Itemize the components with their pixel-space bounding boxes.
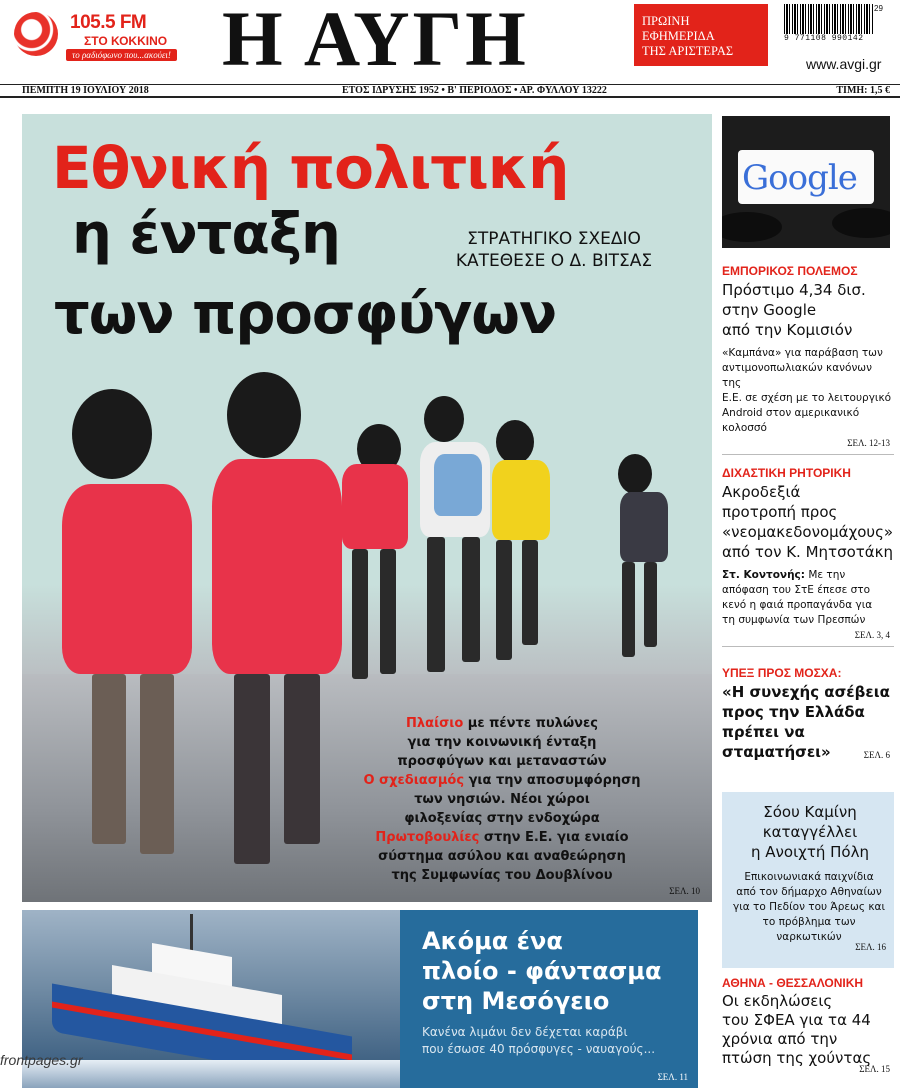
blue-backpack-icon (434, 454, 482, 516)
ship-headline (422, 926, 661, 1016)
radio-name: ΣΤΟ ΚΟΚΚΙΝΟ (84, 34, 168, 48)
story-page-ref: ΣΕΛ. 3, 4 (854, 630, 890, 640)
radio-ad[interactable] (14, 6, 210, 62)
lead-bullets (347, 714, 657, 885)
headline-line: «Η συνεχής ασέβεια (722, 683, 890, 701)
lead-kicker-line-1: ΣΤΡΑΤΗΓΙΚΟ ΣΧΕΔΙΟ (467, 229, 641, 249)
headline-line: προτροπή προς (722, 503, 838, 521)
barcode-number: 9 771108 990142 (784, 34, 864, 43)
bullet-text: στην Ε.Ε. για ενιαίο (479, 830, 629, 845)
story-page-ref: ΣΕΛ. 15 (859, 1064, 890, 1074)
headline-line: καταγγέλλει (762, 823, 858, 841)
ship-summary (422, 1024, 690, 1058)
body-line: ναρκωτικών (776, 931, 842, 943)
story-page-ref: ΣΕΛ. 6 (863, 750, 890, 760)
tagline-line-3: ΤΗΣ ΑΡΙΣΤΕΡΑΣ (642, 44, 734, 58)
body-line: «Καμπάνα» για παράβαση των (722, 347, 883, 359)
body-line: από τον δήμαρχο Αθηναίων (736, 886, 882, 898)
story-body (722, 568, 894, 628)
headline-line: πτώση της χούντας (722, 1049, 872, 1067)
tagline-line-1: ΠΡΩΙΝΗ (642, 14, 690, 28)
story-sfea[interactable] (722, 976, 894, 1074)
divider (722, 646, 894, 647)
bullet-text: σύστημα ασύλου και αναθεώρηση (378, 849, 626, 864)
body-line: για το Πεδίον του Άρεως και (732, 901, 885, 913)
bullet-highlight: Πλαίσιο (406, 716, 464, 731)
story-kicker: ΑΘΗΝΑ - ΘΕΣΣΑΛΟΝΙΚΗ (722, 976, 864, 990)
story-headline (722, 280, 894, 340)
ship-page-ref: ΣΕΛ. 11 (657, 1072, 688, 1082)
child-leg (622, 562, 635, 657)
issue-price: ΤΙΜΗ: 1,5 € (836, 85, 890, 96)
google-logo-text: Google (742, 158, 857, 198)
body-line: αντιμονοπωλιακών κανόνων της (722, 362, 872, 389)
google-screen (738, 150, 874, 204)
body-line: Επικοινωνιακά παιχνίδια (744, 871, 874, 883)
radio-frequency: 105.5 FM (70, 12, 147, 33)
barcode-issue: 29 (874, 4, 883, 13)
headline-line: προς την Ελλάδα (722, 703, 865, 721)
headline-line: χρόνια από την (722, 1030, 838, 1048)
red-backpack-icon (212, 459, 342, 674)
body-line: Ε.Ε. σε σχέση με το λειτουργικό (722, 392, 892, 404)
story-body (722, 346, 894, 436)
lead-bullet (347, 771, 657, 828)
yellow-backpack-icon (492, 460, 550, 540)
headline-line: Οι εκδηλώσεις (722, 992, 833, 1010)
bullet-text: προσφύγων και μεταναστών (397, 754, 607, 769)
lead-kicker (424, 228, 684, 272)
headline-line: από την Κομισιόν (722, 321, 853, 339)
headline-line: σταματήσει» (722, 743, 831, 761)
tagline (634, 4, 768, 66)
lead-headline-line-2: η ένταξη (72, 202, 340, 267)
bullet-highlight: Πρωτοβουλίες (375, 830, 480, 845)
child-head (424, 396, 464, 442)
bullet-text: των νησιών. Νέοι χώροι (414, 792, 590, 807)
story-kicker: ΔΙΧΑΣΤΙΚΗ ΡΗΤΟΡΙΚΗ (722, 466, 851, 480)
ship-summary-line: Κανένα λιμάνι δεν δέχεται καράβι (422, 1025, 628, 1039)
bullet-text: για την κοινωνική ένταξη (407, 735, 597, 750)
body-line: το πρόβλημα των (762, 916, 856, 928)
child-leg (234, 674, 270, 864)
lead-kicker-line-2: ΚΑΤΕΘΕΣΕ Ο Δ. ΒΙΤΣΑΣ (455, 251, 653, 271)
radio-bulb-icon (14, 12, 58, 56)
headline-line: Ακροδεξιά (722, 483, 801, 501)
headline-line: η Ανοιχτή Πόλη (751, 843, 869, 861)
pink-backpack-icon (62, 484, 192, 674)
body-lead: Στ. Κοντονής: (722, 569, 805, 581)
headline-line: Σόου Καμίνη (763, 803, 857, 821)
bullet-text: φιλοξενίας στην ενδοχώρα (404, 811, 600, 826)
hand-silhouette (722, 212, 782, 242)
hand-silhouette (832, 208, 890, 238)
bullet-text: της Συμφωνίας του Δουβλίνου (391, 868, 613, 883)
child-leg (522, 540, 538, 645)
website-link[interactable]: www.avgi.gr (806, 56, 882, 72)
lead-bullet (347, 828, 657, 885)
ship-headline-line: στη Μεσόγειο (422, 987, 610, 1015)
story-page-ref: ΣΕΛ. 12-13 (847, 438, 890, 448)
story-headline (722, 992, 894, 1068)
child-leg (380, 549, 396, 674)
bullet-text: για την αποσυμφόρηση (464, 773, 641, 788)
issue-date: ΠΕΜΠΤΗ 19 ΙΟΥΛΙΟΥ 2018 (22, 85, 149, 96)
tagline-line-2: ΕΦΗΜΕΡΙΔΑ (642, 29, 715, 43)
child-head (496, 420, 534, 464)
ship-headline-line: πλοίο - φάντασμα (422, 957, 662, 985)
divider (722, 454, 894, 455)
body-line: Android στον αμερικανικό (722, 407, 860, 419)
story-google-fine[interactable] (722, 264, 894, 455)
child-leg (644, 562, 657, 647)
body-line: απόφαση του ΣτΕ έπεσε στο (722, 584, 870, 596)
body-line: κενό η φαιά προπαγάνδα για (722, 599, 873, 611)
body-line: κολοσσό (722, 422, 767, 434)
headline-line: από τον Κ. Μητσοτάκη (722, 543, 894, 561)
child-leg (352, 549, 368, 679)
small-backpack-icon (342, 464, 408, 549)
barcode-bars-icon (784, 4, 874, 34)
lead-page-ref: ΣΕΛ. 10 (669, 886, 700, 896)
dateline-bar (0, 84, 900, 98)
child-leg (427, 537, 445, 672)
child-head (618, 454, 652, 494)
lead-headline-line-3: των προσφύγων (54, 282, 557, 347)
lead-story[interactable] (22, 114, 712, 902)
lead-bullet (347, 714, 657, 771)
child-leg (496, 540, 512, 660)
story-kicker: ΥΠΕΞ ΠΡΟΣ ΜΟΣΧΑ: (722, 666, 842, 680)
child-leg (140, 674, 174, 854)
newspaper-title: Η ΑΥΓΗ (222, 0, 529, 82)
ship-story[interactable] (400, 910, 698, 1088)
masthead (0, 0, 900, 82)
google-photo[interactable] (722, 116, 890, 248)
story-headline (730, 802, 890, 862)
ship-mast (190, 914, 193, 954)
ship-summary-line: που έσωσε 40 πρόσφυγες - ναυαγούς... (422, 1042, 656, 1056)
story-headline (722, 482, 894, 562)
body-line: Με την (805, 569, 846, 581)
headline-line: «νεομακεδονομάχους» (722, 523, 894, 541)
headline-line: στην Google (722, 301, 817, 319)
headline-line: Πρόστιμο 4,34 δισ. (722, 281, 866, 299)
story-kicker: ΕΜΠΟΡΙΚΟΣ ΠΟΛΕΜΟΣ (722, 264, 858, 278)
watermark: frontpages.gr (0, 1052, 83, 1068)
story-moscow[interactable] (722, 666, 894, 760)
body-line: τη συμφωνία των Πρεσπών (722, 614, 866, 626)
ship-headline-line: Ακόμα ένα (422, 927, 563, 955)
story-kaminis[interactable] (722, 792, 894, 968)
bullet-text: με πέντε πυλώνες (463, 716, 598, 731)
story-page-ref: ΣΕΛ. 16 (855, 942, 886, 952)
barcode (784, 4, 892, 46)
story-mitsotakis[interactable] (722, 466, 894, 647)
dark-backpack-icon (620, 492, 668, 562)
lead-headline-red: Εθνική πολιτική (52, 134, 569, 202)
child-head (72, 389, 152, 479)
bullet-highlight: Ο σχεδιασμός (363, 773, 465, 788)
headline-line: του ΣΦΕΑ για τα 44 (722, 1011, 871, 1029)
child-leg (92, 674, 126, 844)
google-logo (742, 158, 857, 198)
radio-slogan: το ραδιόφωνο που...ακούει! (66, 49, 177, 61)
child-leg (462, 537, 480, 662)
story-body (728, 870, 890, 945)
child-head (227, 372, 301, 458)
issue-meta: ΕΤΟΣ ΙΔΡΥΣΗΣ 1952 • Β' ΠΕΡΙΟΔΟΣ • ΑΡ. ΦΥΛΛΟΥ 13222 (342, 85, 607, 96)
headline-line: πρέπει να (722, 723, 805, 741)
child-leg (284, 674, 320, 844)
